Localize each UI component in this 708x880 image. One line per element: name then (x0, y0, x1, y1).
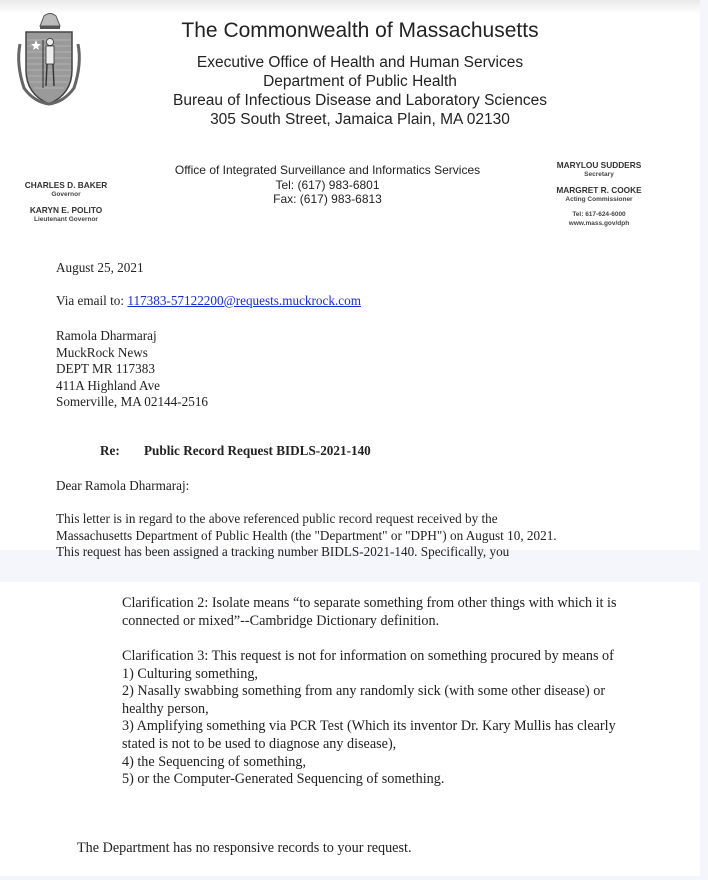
re-line (100, 443, 371, 460)
via-email-label: Via email to: (56, 293, 128, 308)
executive-office-line: Executive Office of Health and Human Services (196, 54, 524, 71)
dph-tel: Tel: 617-624-6000 (572, 211, 626, 218)
clarification-line: Clarification 2: Isolate means “to separate something from other things with which it is (122, 595, 617, 611)
office-tel: Tel: (617) 983-6801 (275, 177, 380, 192)
secretary-name: MARYLOU SUDDERS (556, 160, 642, 170)
commissioner-title: Acting Commissioner (565, 196, 633, 203)
document-page-2 (0, 582, 700, 876)
via-email-line (56, 293, 361, 310)
clarification-line: stated is not to be used to diagnose any disease), (122, 735, 397, 752)
clarification-line: Clarification 3: This request is not for information on something procured by means of (122, 648, 614, 664)
clarification-3 (122, 648, 616, 789)
secretary-title: Secretary (584, 171, 614, 178)
re-subject: Public Record Request BIDLS-2021-140 (144, 443, 371, 458)
paragraph-line: Massachusetts Department of Public Health (the "Department" or "DPH") on August 10, 2021. (56, 527, 557, 543)
conclusion-statement: The Department has no responsive records to your request. (77, 840, 412, 856)
office-name: Office of Integrated Surveillance and Informatics Services (174, 163, 481, 177)
right-officials (540, 160, 658, 228)
clarification-line: 5) or the Computer-Generated Sequencing of something. (122, 771, 445, 788)
clarification-line: 3) Amplifying something via PCR Test (Which its inventor Dr. Kary Mullis has clearly (122, 718, 616, 735)
lt-governor-title: Lieutenant Governor (34, 216, 98, 223)
address-line: Somerville, MA 02144-2516 (56, 394, 209, 409)
lt-governor-name: KARYN E. POLITO (29, 205, 103, 215)
recipient-address (56, 328, 208, 411)
street-address-line: 305 South Street, Jamaica Plain, MA 02130 (210, 111, 510, 128)
office-block (150, 163, 505, 207)
paragraph-line: This request has been assigned a tracking number BIDLS-2021-140. Specifically, you (56, 544, 510, 559)
governor-title: Governor (51, 191, 81, 198)
address-line: DEPT MR 117383 (56, 361, 155, 376)
agency-address-block (110, 53, 610, 129)
department-line: Department of Public Health (263, 73, 457, 90)
address-line: 411A Highland Ave (56, 377, 161, 393)
dph-website: www.mass.gov/dph (568, 220, 630, 227)
intro-paragraph (56, 511, 557, 561)
governor-name: CHARLES D. BAKER (24, 180, 108, 190)
clarification-line: 2) Nasally swabbing something from any randomly sick (with some other disease) or (122, 683, 606, 700)
bureau-line: Bureau of Infectious Disease and Laboratory Sciences (173, 92, 547, 109)
letter-date: August 25, 2021 (56, 260, 144, 275)
clarification-line: healthy person, (122, 700, 209, 717)
agency-title: The Commonwealth of Massachusetts (181, 19, 539, 42)
re-label: Re: (100, 443, 120, 458)
left-officials (10, 180, 122, 230)
salutation: Dear Ramola Dharmaraj: (56, 478, 190, 493)
paragraph-line: This letter is in regard to the above referenced public record request received by the (56, 511, 498, 526)
recipient-email-link[interactable]: 117383-57122200@requests.muckrock.com (127, 293, 361, 308)
massachusetts-seal-icon (14, 10, 84, 108)
office-fax: Fax: (617) 983-6813 (273, 192, 382, 206)
commissioner-name: MARGRET R. COOKE (556, 185, 642, 195)
clarification-line: 1) Culturing something, (122, 665, 258, 682)
clarification-line: 4) the Sequencing of something, (122, 753, 307, 770)
address-line: Ramola Dharmaraj (56, 328, 157, 343)
address-line: MuckRock News (56, 344, 148, 360)
clarification-2 (122, 595, 616, 630)
clarification-line: connected or mixed”--Cambridge Dictionary definition. (122, 612, 440, 629)
